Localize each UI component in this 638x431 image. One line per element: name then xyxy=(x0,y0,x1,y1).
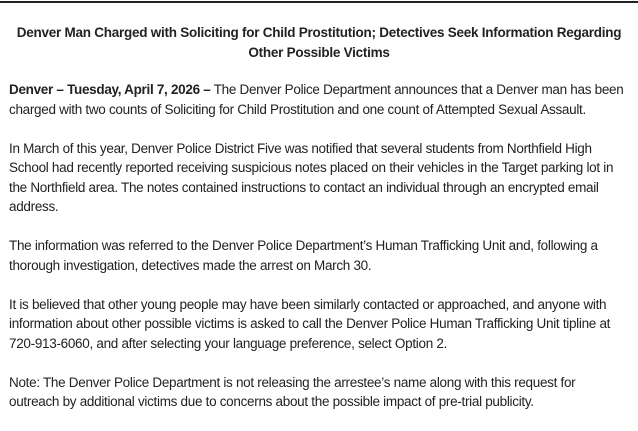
press-release-title xyxy=(0,23,638,62)
paragraph-intro xyxy=(9,80,635,119)
title-line: Other Possible Victims xyxy=(248,44,390,60)
text-line: Note: The Denver Police Department is not releasing the arrestee’s name along with this request for xyxy=(9,374,576,390)
text-line: outreach by additional victims due to concerns about the possible impact of pre-trial publicity. xyxy=(9,394,534,409)
text-line: address. xyxy=(9,199,59,214)
press-release-body xyxy=(9,80,635,431)
paragraph-background xyxy=(9,139,635,217)
paragraph-note xyxy=(9,373,635,412)
text-line: information about other possible victims is asked to call the Denver Police Human Trafficking Unit tipline at xyxy=(9,316,611,331)
dateline: Denver – Tuesday, April 7, 2026 – xyxy=(9,82,211,97)
text-line: In March of this year, Denver Police District Five was notified that several students from Northfield High xyxy=(9,140,592,156)
text-line: charged with two counts of Soliciting for Child Prostitution and one count of Attempted Sexual Assault. xyxy=(9,101,586,117)
text-line: the Northfield area. The notes contained instructions to contact an individual through an encrypted email xyxy=(9,179,599,195)
text-line: The Denver Police Department announces that a Denver man has been xyxy=(213,82,624,97)
paragraph-tipline xyxy=(9,295,635,354)
paragraph-investigation xyxy=(9,236,635,275)
top-divider xyxy=(0,1,638,3)
title-line: Denver Man Charged with Soliciting for Child Prostitution; Detectives Seek Information Regarding xyxy=(16,25,622,40)
text-line: thorough investigation, detectives made the arrest on March 30. xyxy=(9,257,372,273)
text-line: It is believed that other young people may have been similarly contacted or approached, and anyone with xyxy=(9,296,607,312)
text-line: 720-913-6060, and after selecting your language preference, select Option 2. xyxy=(9,335,448,351)
text-line: The information was referred to the Denver Police Department’s Human Trafficking Unit and, following a xyxy=(9,238,598,253)
text-line: School had recently reported receiving suspicious notes placed on their vehicles in the Target parking lot in xyxy=(9,160,614,175)
